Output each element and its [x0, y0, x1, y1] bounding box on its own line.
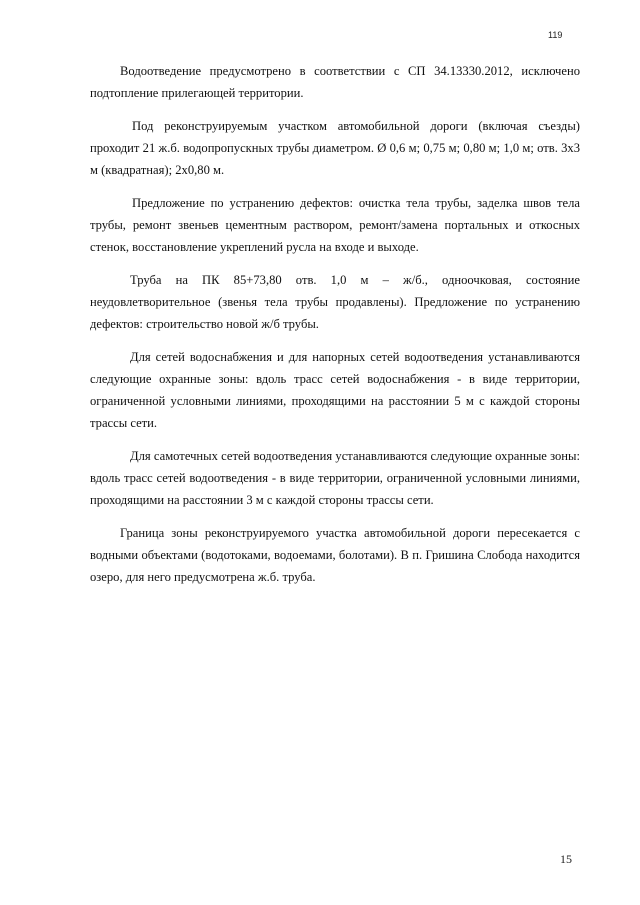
page-number-top: 119: [548, 30, 563, 40]
paragraph-gravity-sewer-zones: Для самотечных сетей водоотведения устанавливаются следующие охранные зоны: вдоль трасс сетей водоотведения - в виде территории, ограниченной условными линиями, проходящими на расстоянии 3 м с каждой стороны трассы сети.: [90, 449, 580, 507]
document-body: [90, 60, 580, 599]
paragraph-water-bodies: Граница зоны реконструируемого участка автомобильной дороги пересекается с водными объектами (водотоками, водоемами, болотами). В п. Гришина Слобода находится озеро, для него предусмотрена ж.б. труба.: [90, 526, 580, 584]
paragraph-culverts: Под реконструируемым участком автомобильной дороги (включая съезды) проходит 21 ж.б. водопропускных трубы диаметром. Ø 0,6 м; 0,75 м; 0,80 м; 1,0 м; отв. 3х3 м (квадратная); 2х0,80 м.: [90, 119, 580, 177]
paragraph-defect-proposal: Предложение по устранению дефектов: очистка тела трубы, заделка швов тела трубы, ремонт звеньев цементным раствором, ремонт/замена портальных и откосных стенок, восстановление укреплений русла на входе и выходе.: [90, 196, 580, 254]
paragraph-pipe-pk: Труба на ПК 85+73,80 отв. 1,0 м – ж/б., одноочковая, состояние неудовлетворительное (звенья тела трубы продавлены). Предложение по устранению дефектов: строительство новой ж/б трубы.: [90, 273, 580, 331]
paragraph-drainage: Водоотведение предусмотрено в соответствии с СП 34.13330.2012, исключено подтопление прилегающей территории.: [90, 64, 580, 100]
paragraph-water-supply-zones: Для сетей водоснабжения и для напорных сетей водоотведения устанавливаются следующие охранные зоны: вдоль трасс сетей водоснабжения - в виде территории, ограниченной условными линиями, проходящими на расстоянии 5 м с каждой стороны трассы сети.: [90, 350, 580, 430]
page-number-bottom: 15: [560, 852, 572, 866]
